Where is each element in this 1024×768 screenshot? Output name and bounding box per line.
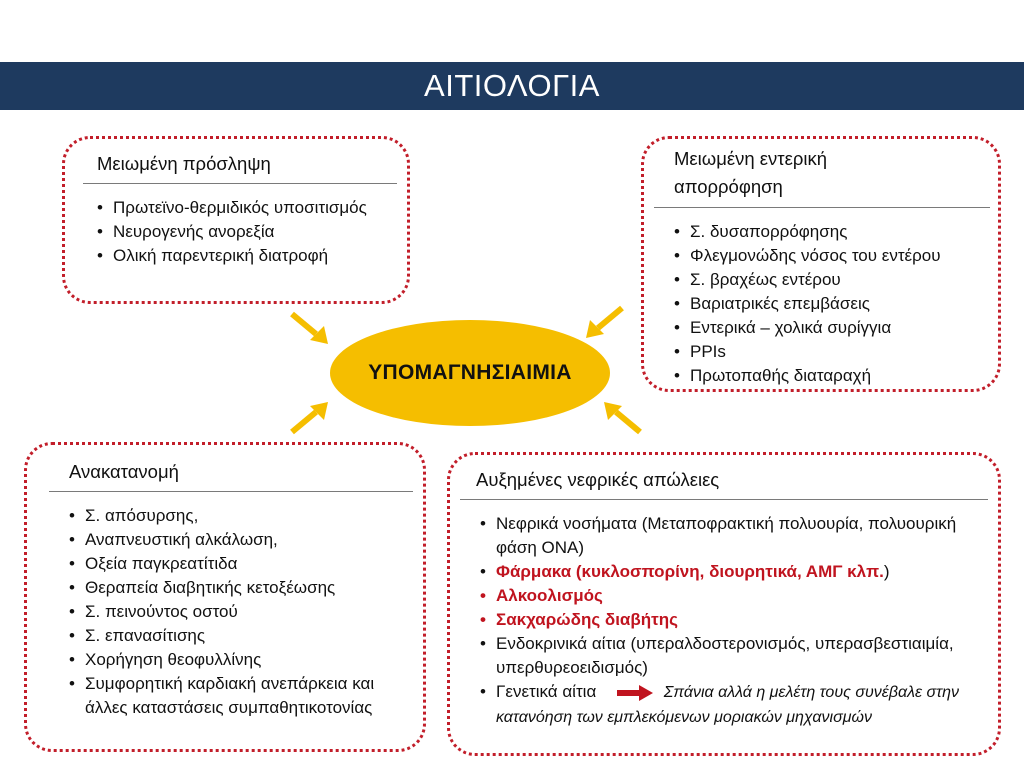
box-heading: Αυξημένες νεφρικές απώλειες (476, 469, 720, 490)
list-item-label: Γενετικά αίτια (496, 682, 597, 701)
list-item (480, 680, 970, 730)
bullet-list (83, 196, 397, 268)
list-item: • Σ. απόσυρσης, (69, 504, 399, 528)
box-reduced-absorption (641, 136, 1001, 392)
list-item: • Αλκοολισμός (480, 584, 970, 608)
divider (654, 207, 990, 208)
divider (83, 183, 397, 184)
list-item: • Οξεία παγκρεατίτιδα (69, 552, 399, 576)
title-bar (0, 62, 1024, 110)
list-item: • Θεραπεία διαβητικής κετοξέωσης (69, 576, 399, 600)
list-item: • Σ. δυσαπορρόφησης (674, 220, 990, 244)
list-item: • Σ. πεινούντος οστού (69, 600, 399, 624)
list-item: • Νευρογενής ανορεξία (97, 220, 397, 244)
box-renal-losses (447, 452, 1001, 756)
list-item: • Νεφρικά νοσήματα (Μεταποφρακτική πολυουρία, πολυουρική φάση ΟΝΑ) (480, 512, 970, 560)
box-reduced-intake (62, 136, 410, 304)
divider (49, 491, 413, 492)
center-ellipse (330, 320, 610, 426)
list-item: • Εντερικά – χολικά συρίγγια (674, 316, 990, 340)
list-item: • Σακχαρώδης διαβήτης (480, 608, 970, 632)
list-item: • Βαριατρικές επεμβάσεις (674, 292, 990, 316)
arrow-icon (582, 302, 626, 342)
list-item: • Ενδοκρινικά αίτια (υπεραλδοστερονισμός, υπερασβεστιαιμία, υπερθυρεοειδισμός) (480, 632, 970, 680)
list-item (480, 560, 970, 584)
divider (460, 499, 988, 500)
list-item: • Αναπνευστική αλκάλωση, (69, 528, 399, 552)
bullet-list (460, 512, 970, 730)
list-item: • Συμφορητική καρδιακή ανεπάρκεια και άλλες καταστάσεις συμπαθητικοτονίας (69, 672, 399, 720)
center-label: ΥΠΟΜΑΓΝΗΣΙΑΙΜΙΑ (368, 361, 572, 384)
list-item: • PPIs (674, 340, 990, 364)
box-redistribution (24, 442, 426, 752)
list-item: • Πρωτεϊνο-θερμιδικός υποσιτισμός (97, 196, 397, 220)
list-item: • Σ. επανασίτισης (69, 624, 399, 648)
arrow-icon (288, 308, 332, 348)
list-item: • Σ. βραχέως εντέρου (674, 268, 990, 292)
list-item: • Χορήγηση θεοφυλλίνης (69, 648, 399, 672)
list-item: • Ολική παρεντερική διατροφή (97, 244, 397, 268)
list-item-suffix: ) (883, 562, 890, 581)
bullet-list (49, 504, 399, 720)
arrow-icon (600, 398, 644, 438)
slide-title: ΑΙΤΙΟΛΟΓΙΑ (424, 68, 600, 103)
arrow-icon (288, 398, 332, 438)
note-text: Σπάνια αλλά η μελέτη τους συνέβαλε στην κατανόηση των εμπλεκόμενων μοριακών μηχανισμών (496, 684, 959, 726)
right-arrow-icon (617, 685, 653, 701)
bullet-list (654, 220, 990, 388)
box-heading: Μειωμένη πρόσληψη (97, 153, 271, 174)
box-heading: Μειωμένη εντερική απορρόφηση (674, 148, 828, 197)
list-item: • Πρωτοπαθής διαταραχή (674, 364, 990, 388)
emphasis-text: Φάρμακα (κυκλοσπορίνη, διουρητικά, ΑΜΓ κλπ. (496, 562, 884, 581)
list-item: • Φλεγμονώδης νόσος του εντέρου (674, 244, 990, 268)
box-heading: Ανακατανομή (69, 461, 179, 482)
